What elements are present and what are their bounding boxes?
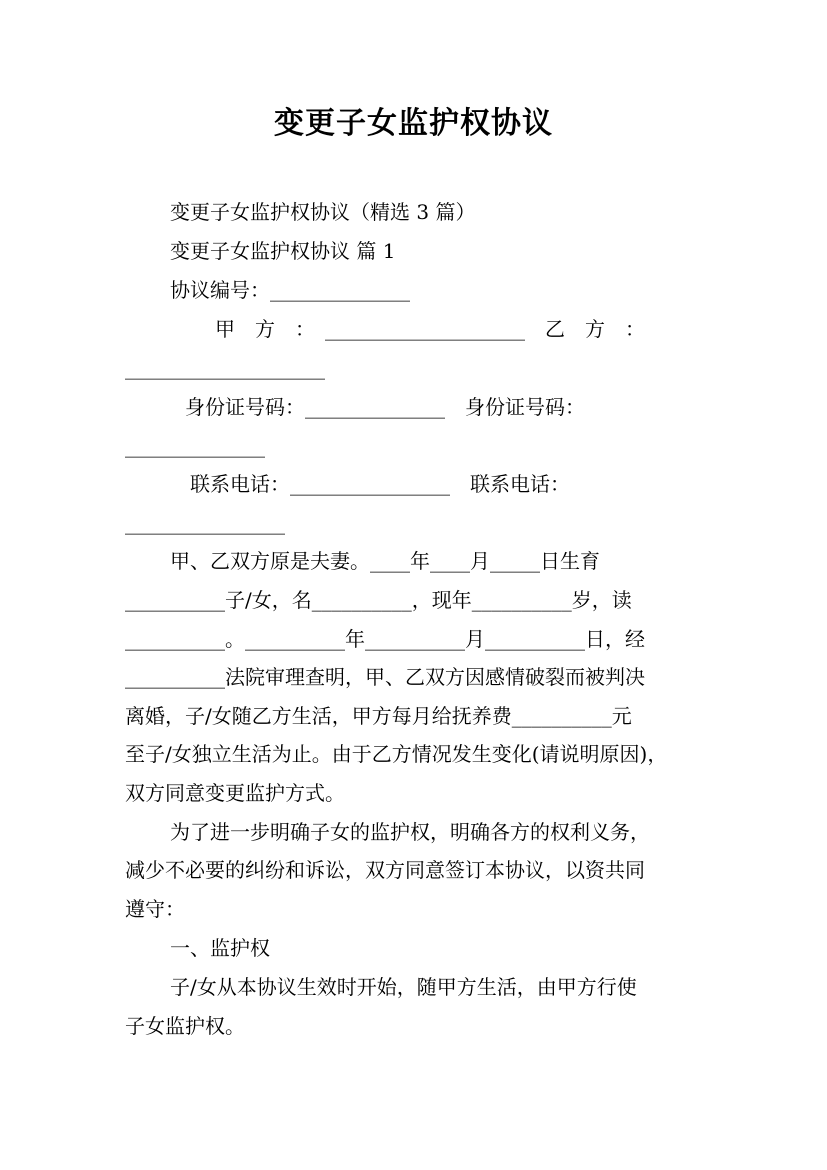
paragraph-line: 至子/女独立生活为止。由于乙方情况发生变化(请说明原因)， (125, 742, 668, 766)
party-names-line: 甲 方 ： ____________________ 乙 方 ： (215, 317, 645, 341)
paragraph-line: 遵守： (125, 897, 185, 921)
paragraph-line: __________子/女，名__________，现年__________岁，读 (125, 588, 632, 612)
section-heading: 一、监护权 (170, 936, 270, 960)
section-heading: 变更子女监护权协议 篇 1 (170, 239, 396, 263)
paragraph-line: 甲、乙双方原是夫妻。____年____月_____日生育 (170, 549, 600, 573)
subtitle-line: 变更子女监护权协议（精选 3 篇） (170, 200, 476, 224)
id-number-line: 身份证号码：______________ 身份证号码： (185, 395, 585, 419)
paragraph-line: __________。__________年__________月__________日，经 (125, 627, 645, 651)
paragraph-line: __________法院审理查明，甲、乙双方因感情破裂而被判决 (125, 665, 645, 689)
id-number-blank-line: ______________ (125, 434, 265, 458)
phone-line: 联系电话：________________ 联系电话： (190, 472, 570, 496)
paragraph-line: 减少不必要的纠纷和诉讼，双方同意签订本协议，以资共同 (125, 858, 645, 882)
paragraph-line: 双方同意变更监护方式。 (125, 781, 345, 805)
document-title: 变更子女监护权协议 (274, 106, 553, 141)
agreement-number-line: 协议编号：______________ (170, 278, 410, 302)
paragraph-line: 子女监护权。 (125, 1014, 245, 1038)
paragraph-line: 离婚，子/女随乙方生活，甲方每月给抚养费__________元 (125, 704, 632, 728)
paragraph-line: 为了进一步明确子女的监护权，明确各方的权利义务， (170, 820, 650, 844)
paragraph-line: 子/女从本协议生效时开始，随甲方生活，由甲方行使 (170, 975, 637, 999)
phone-blank-line: ________________ (125, 511, 285, 535)
party-b-blank-line: ____________________ (125, 356, 325, 380)
